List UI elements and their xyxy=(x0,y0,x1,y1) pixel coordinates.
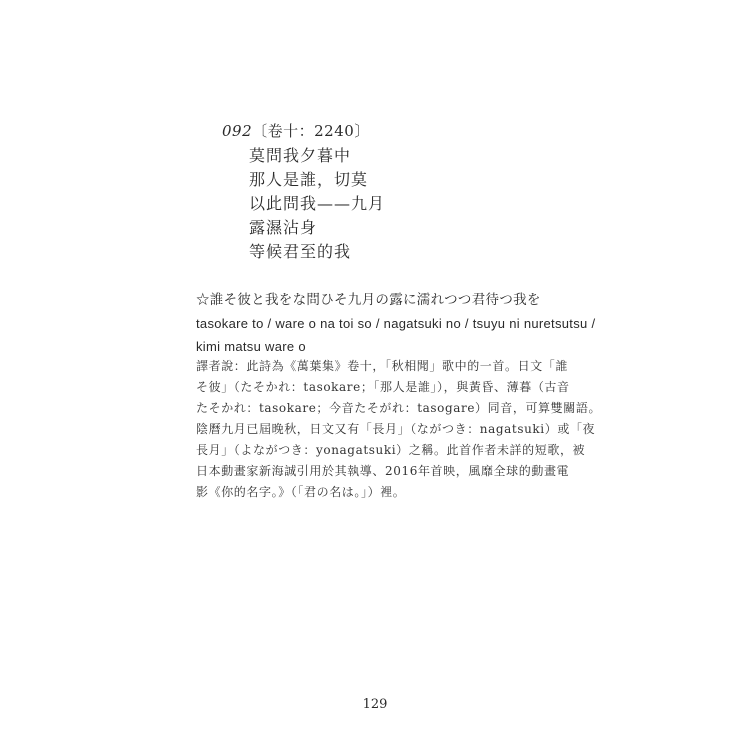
note-line: 影《你的名字。》（「君の名は。」）裡。 xyxy=(196,485,406,499)
poem-reference: 〔卷十：2240〕 xyxy=(252,122,370,140)
note-line: たそかれ：tasokare；今音たそがれ：tasogare）同音，可算雙關語。 xyxy=(196,401,602,415)
original-poem xyxy=(196,289,596,358)
poem-line: 露濕沾身 xyxy=(249,218,318,237)
note-line: そ彼」（たそかれ：tasokare；「那人是誰」），與黃昏、薄暮（古音 xyxy=(196,380,570,394)
poem-line: 莫問我夕暮中 xyxy=(249,146,352,165)
note-line: 陰曆九月已屆晚秋，日文又有「長月」（ながつき：nagatsuki）或「夜 xyxy=(196,422,596,436)
note-line: 長月」（よながつき：yonagatsuki）之稱。此首作者未詳的短歌，被 xyxy=(196,443,586,457)
japanese-original: ☆誰そ彼と我をな問ひそ九月の露に濡れつつ君待つ我を xyxy=(196,292,541,308)
romaji-line: kimi matsu ware o xyxy=(196,339,306,354)
note-line: 日本動畫家新海誠引用於其執導、2016年首映，風靡全球的動畫電 xyxy=(196,464,570,478)
poem-translation xyxy=(249,144,385,264)
poem-header xyxy=(222,120,370,141)
poem-line: 等候君至的我 xyxy=(249,242,352,261)
romaji-line: tasokare to / ware o na toi so / nagatsuki no / tsuyu ni nuretsutsu / xyxy=(196,316,596,331)
note-line: 譯者說：此詩為《萬葉集》卷十，「秋相聞」歌中的一首。日文「誰 xyxy=(196,359,569,373)
page-number: 129 xyxy=(362,697,388,712)
poem-line: 那人是誰，切莫 xyxy=(249,170,369,189)
poem-line: 以此問我——九月 xyxy=(249,194,386,213)
translator-notes xyxy=(196,356,602,503)
poem-number: 092 xyxy=(222,122,253,140)
